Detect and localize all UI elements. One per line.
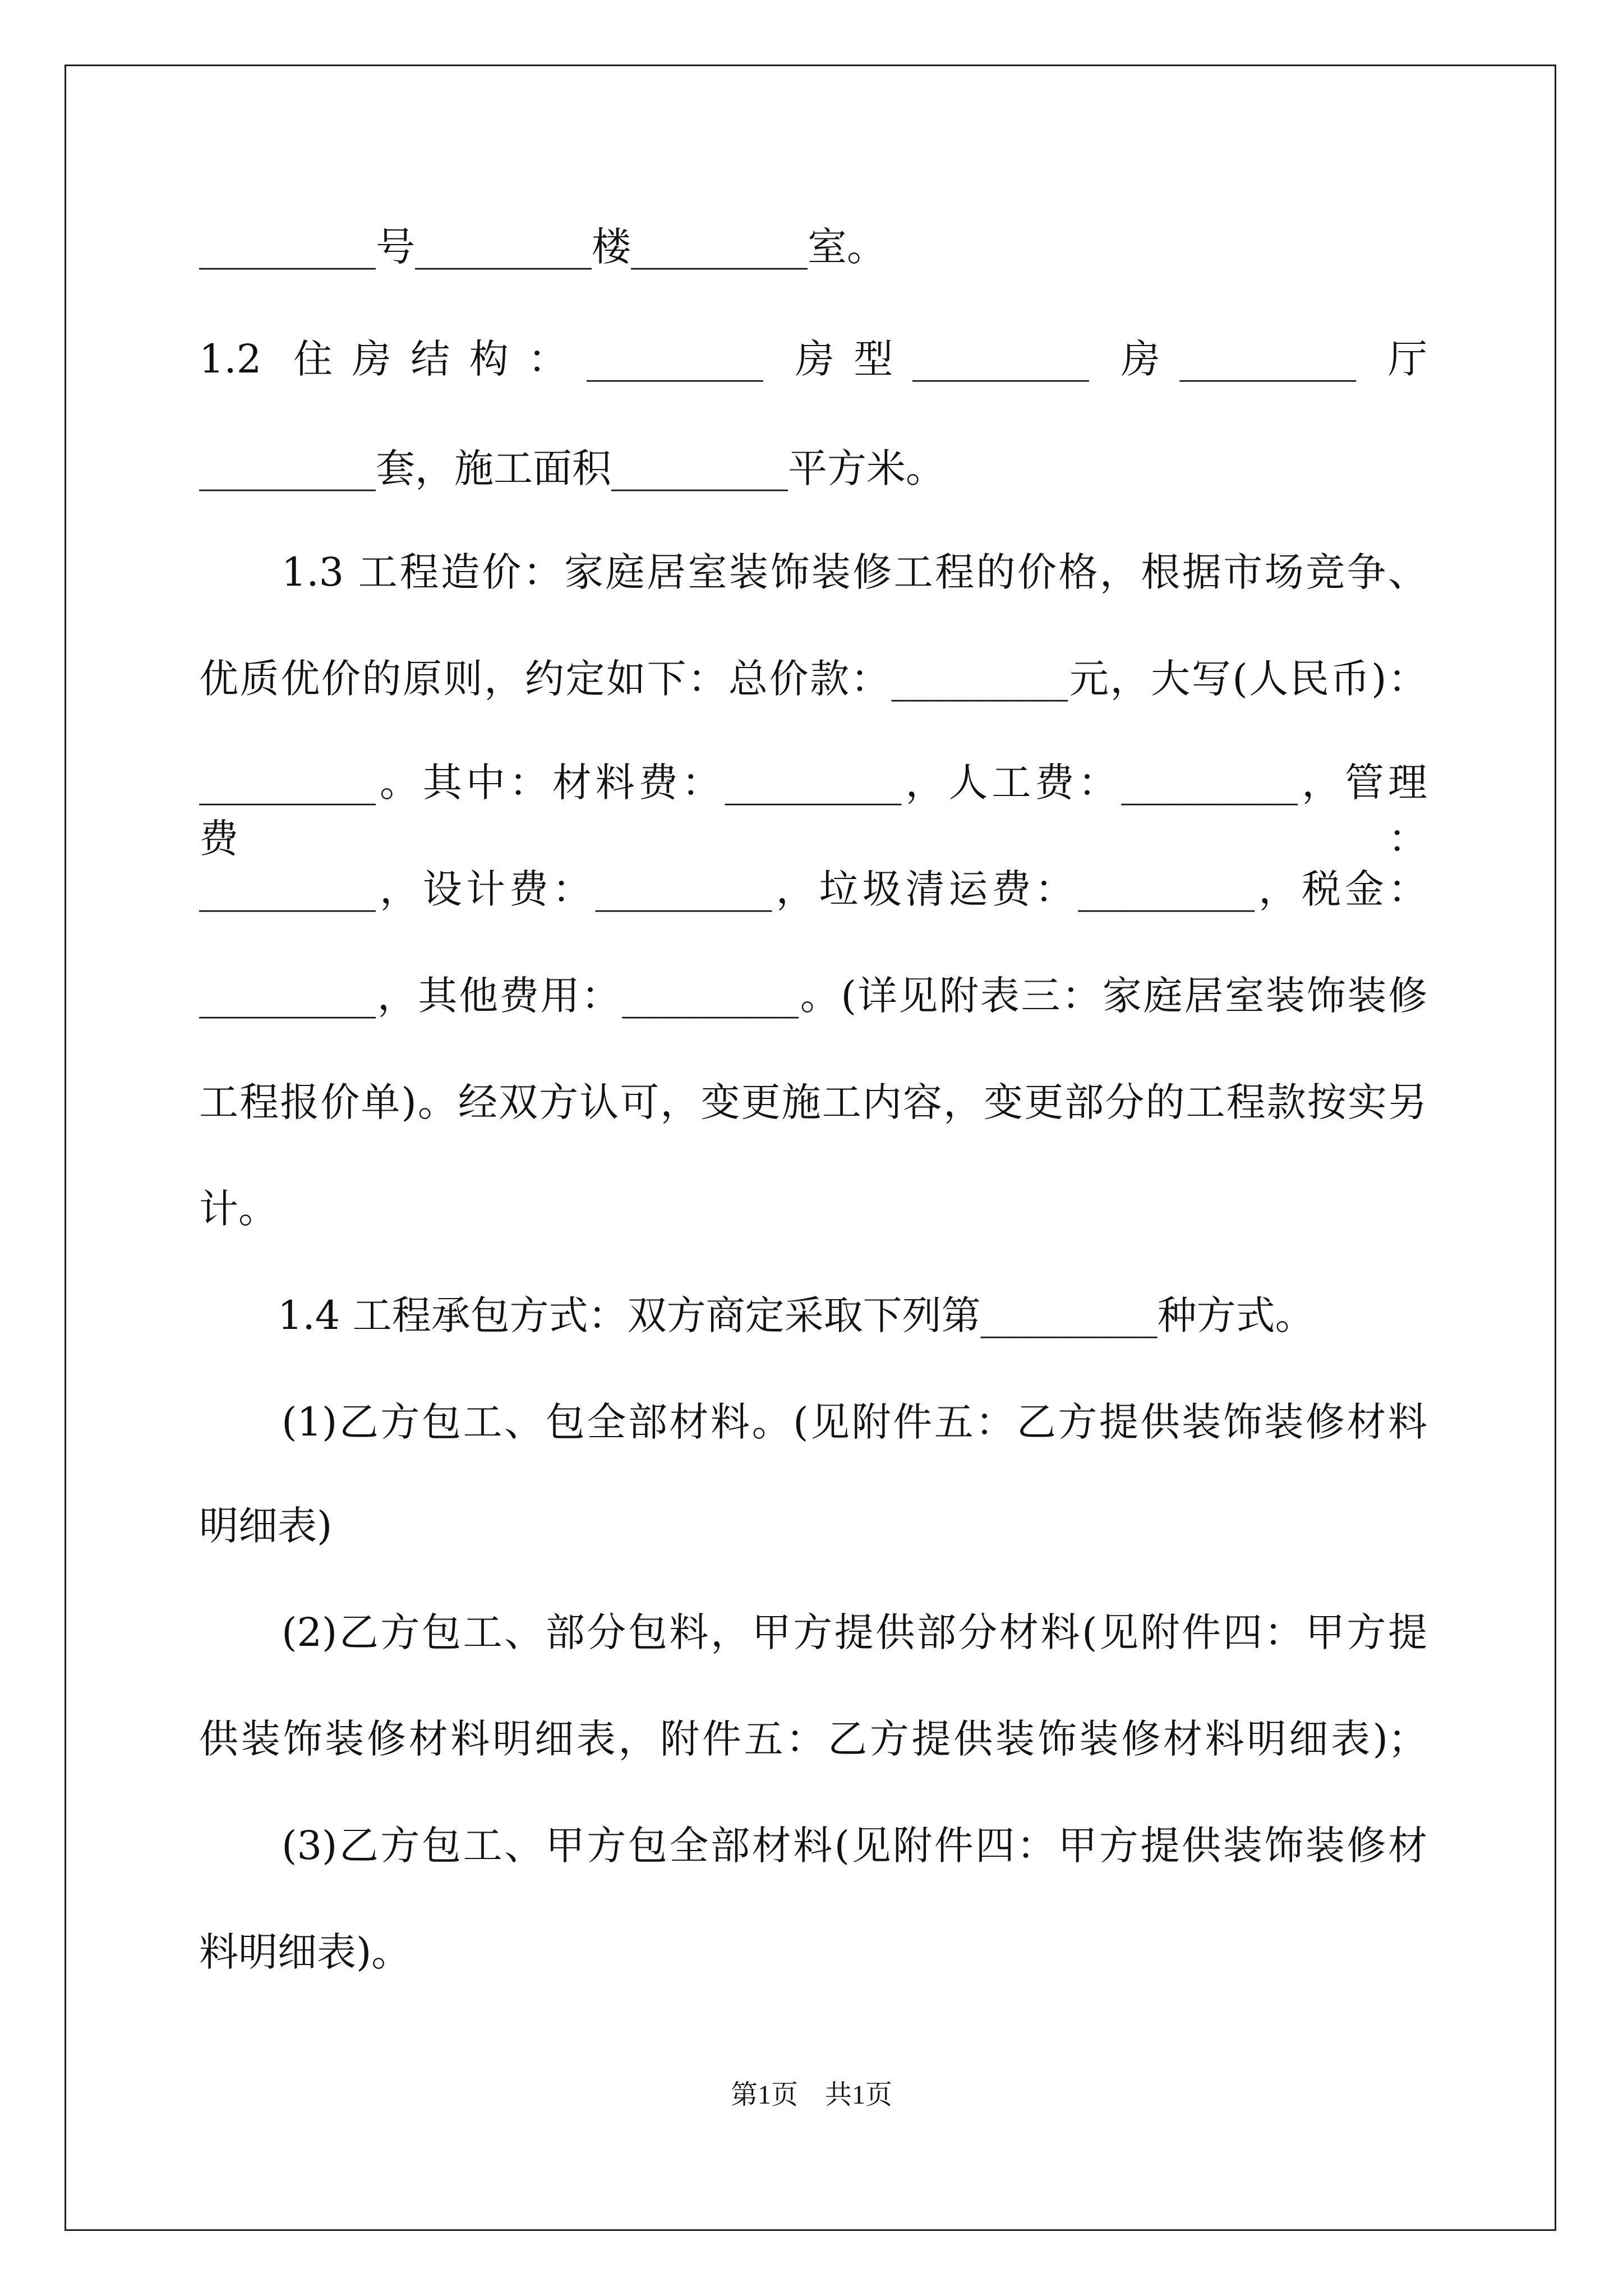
text-line: (2)乙方包工、部分包料，甲方提供部分材料(见附件四：甲方提 [199, 1609, 1427, 1655]
text-line: _________套，施工面积_________平方米。 [199, 445, 945, 491]
text-line: _________，其他费用：_________。(详见附表三：家庭居室装饰装修 [199, 973, 1427, 1019]
text-line: _________。其中：材料费：_________，人工费：_________，管理费： [199, 760, 1427, 862]
text-line: 供装饰装修材料明细表，附件五：乙方提供装饰装修材料明细表)； [199, 1716, 1427, 1762]
text-line: 明细表) [199, 1503, 333, 1549]
page-border [64, 65, 1556, 2231]
text-line: 计。 [199, 1186, 278, 1232]
text-line: 1.3 工程造价：家庭居室装饰装修工程的价格，根据市场竞争、 [199, 549, 1427, 595]
text-line: 料明细表)。 [199, 1929, 411, 1975]
page-number-footer: 第1页 共1页 [730, 2080, 892, 2110]
text-line: 1.4 工程承包方式：双方商定采取下列第_________种方式。 [199, 1292, 1315, 1338]
text-line: _________号_________楼_________室。 [199, 224, 886, 270]
text-line: _________，设计费：_________，垃圾清运费：_________，税金： [199, 866, 1427, 912]
text-line: 工程报价单)。经双方认可，变更施工内容，变更部分的工程款按实另 [199, 1079, 1427, 1125]
text-line: 1.2 住房结构：_________ 房型_________ 房_________ 厅 [199, 336, 1427, 382]
text-line: 优质优价的原则，约定如下：总价款：_________元，大写(人民币)： [199, 656, 1427, 702]
text-line: (1)乙方包工、包全部材料。(见附件五：乙方提供装饰装修材料 [199, 1399, 1427, 1445]
text-line: (3)乙方包工、甲方包全部材料(见附件四：甲方提供装饰装修材 [199, 1823, 1427, 1869]
